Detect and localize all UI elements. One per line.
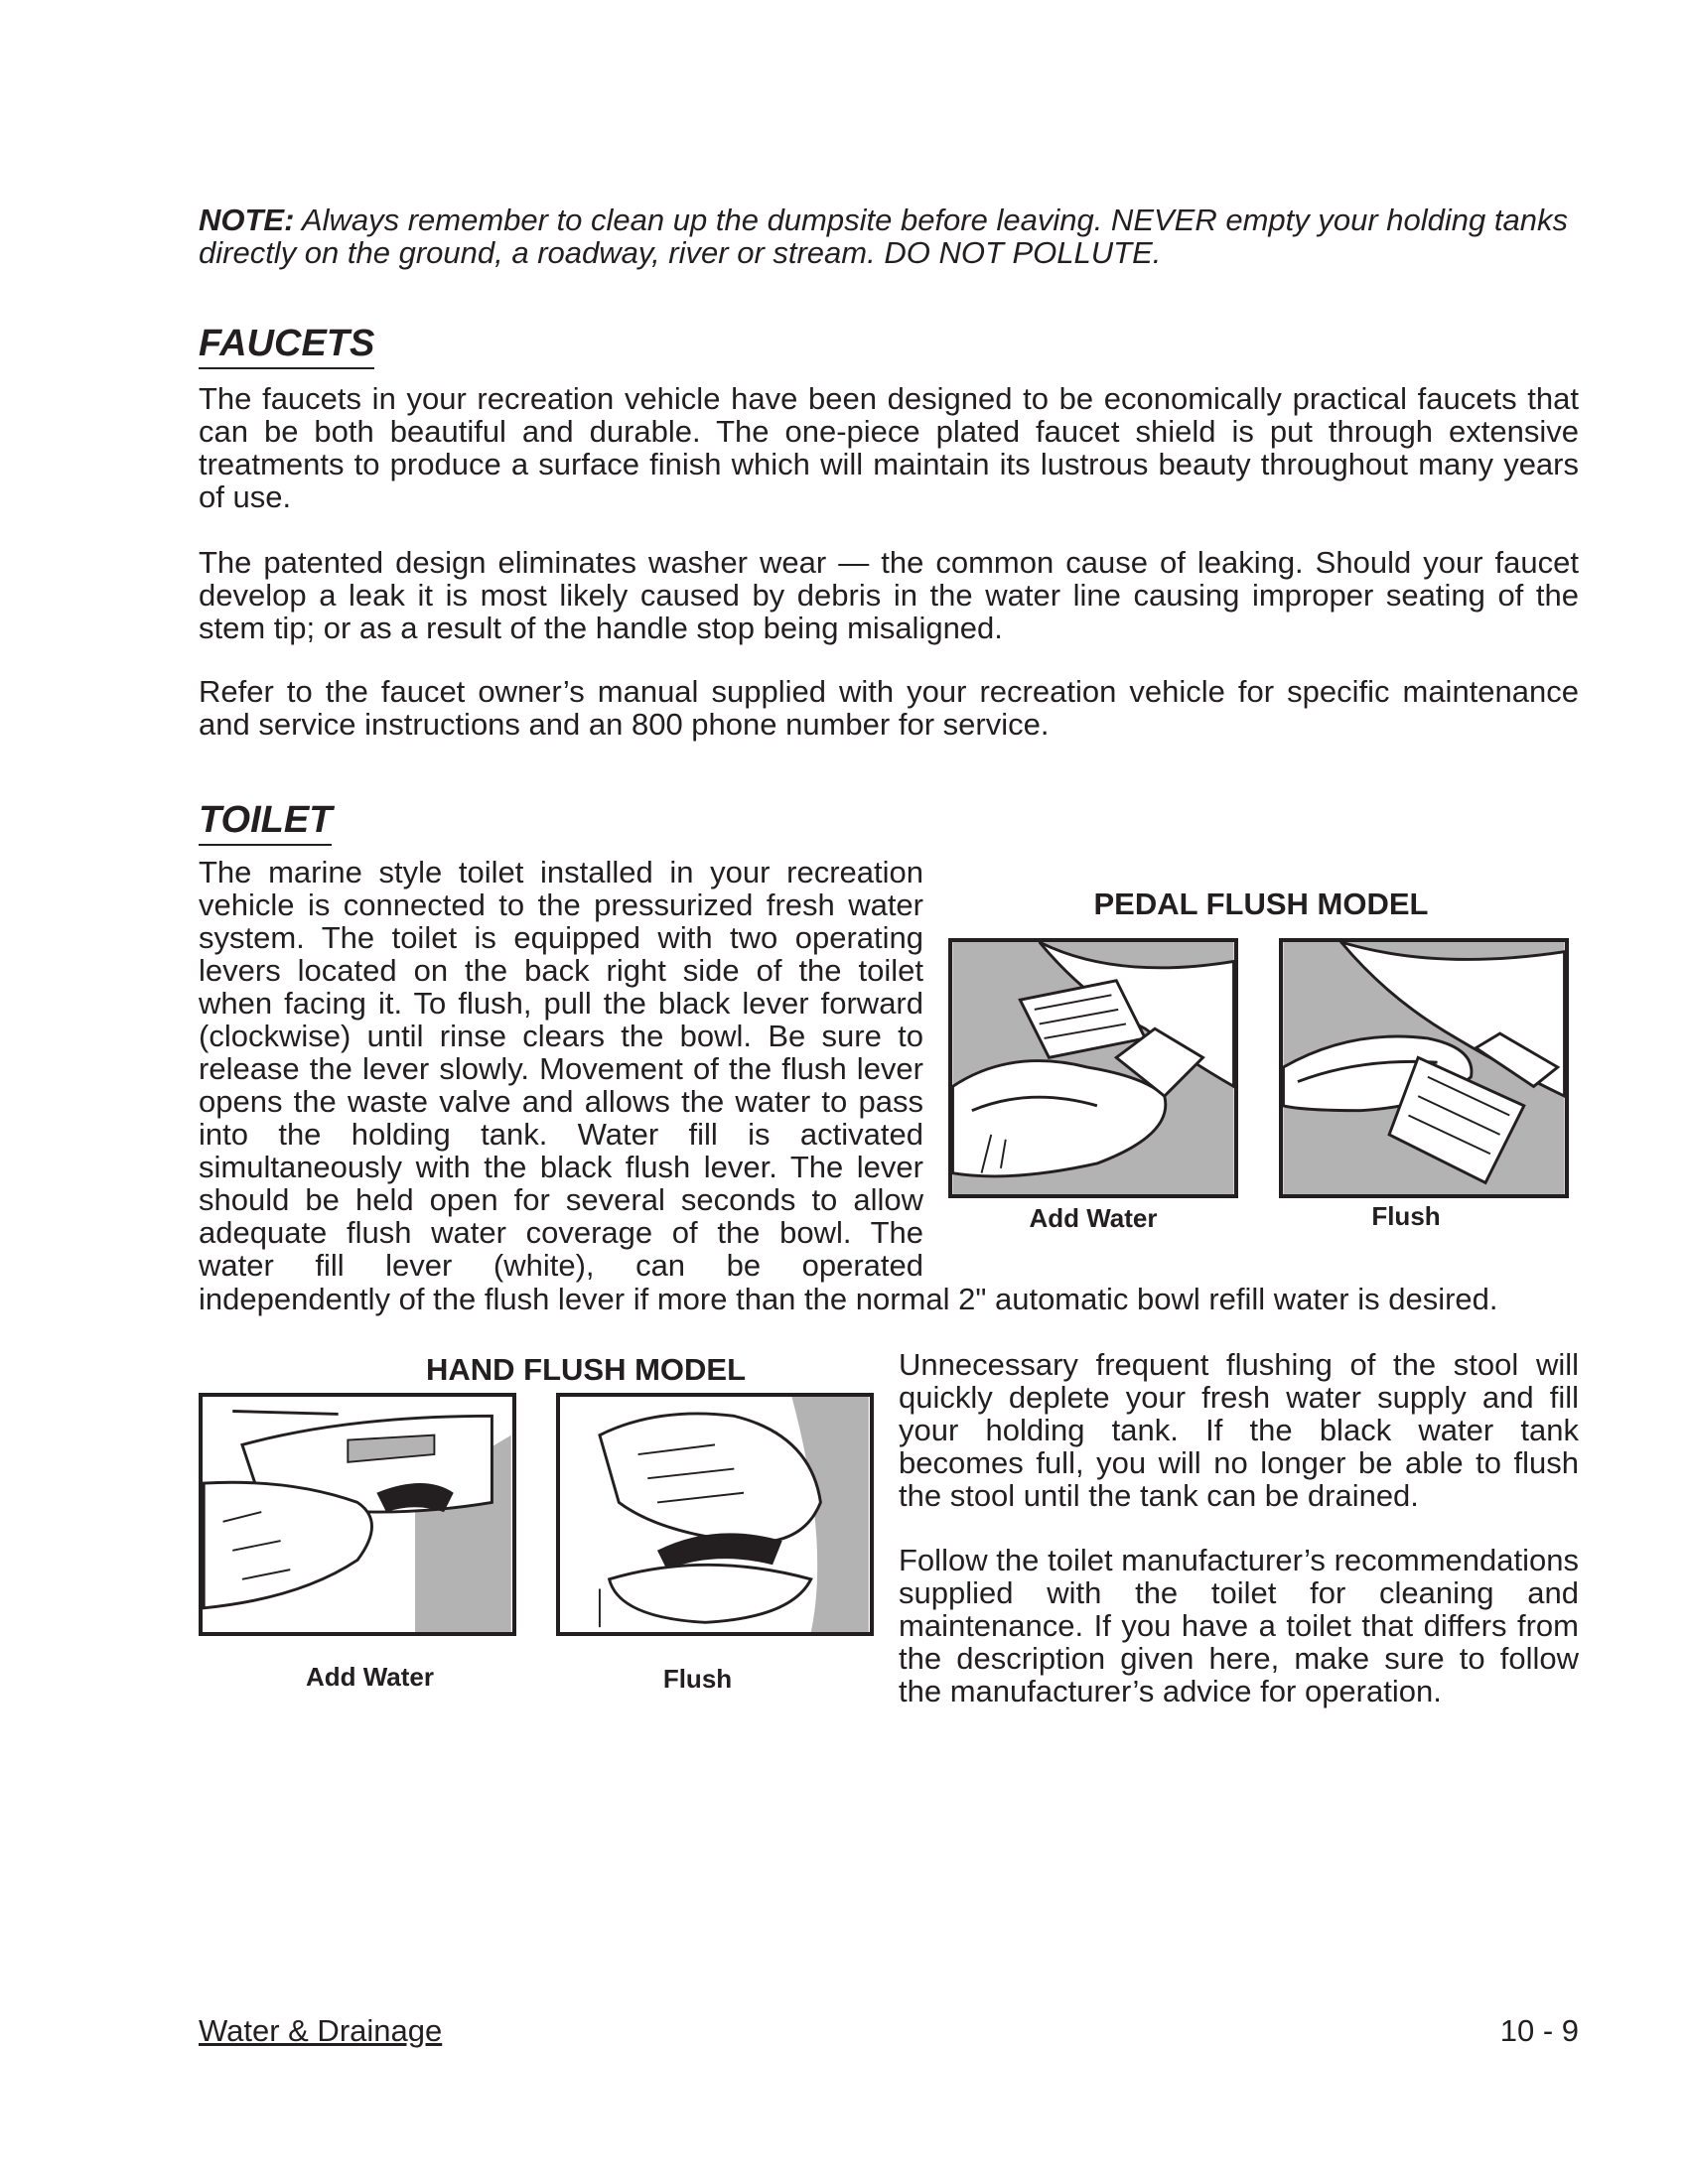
toilet-intro-last-line: independently of the flush lever if more than the normal 2" automatic bowl refill water is desired. <box>199 1282 1498 1316</box>
toilet-intro-paragraph: The marine style toilet installed in your recreation vehicle is connected to the pressurized fresh water system. The toilet is equipped with two operating levers located on the back right side of the toilet when facing it. To flush, pull the black lever forward (clockwise) until rinse clears the bowl. Be sure to release the lever slowly. Movement of the flush lever opens the waste valve and allows the water to pass into the holding tank. Water fill is activated simultaneously with the black flush lever. The lever should be held open for several seconds to allow adequate flush water coverage of the bowl. The water fill lever (white), can be operated <box>199 855 923 1283</box>
hand-add-water-figure <box>199 1393 516 1636</box>
faucets-paragraph-2: The patented design eliminates washer wear — the common cause of leaking. Should your faucet develop a leak it is most likely caused by debris in the water line causing improper seating of the stem tip; or as a result of the handle stop being misaligned. <box>199 545 1579 645</box>
hand-flush-caption: Flush <box>662 1664 733 1694</box>
pedal-flush-figure <box>1279 938 1569 1198</box>
hand-add-water-caption: Add Water <box>305 1662 435 1692</box>
note-paragraph <box>199 204 1579 269</box>
note-label: NOTE: <box>199 203 295 237</box>
hand-add-water-illustration <box>203 1397 512 1632</box>
footer-section-title: Water & Drainage <box>199 2013 443 2048</box>
pedal-add-water-caption: Add Water <box>1029 1203 1158 1233</box>
toilet-paragraph-flushing: Unnecessary frequent flushing of the stool will quickly deplete your fresh water supply and fill your holding tank. If the black water tank becomes full, you will no longer be able to flush the stool until the tank can be drained. <box>899 1347 1579 1513</box>
pedal-add-water-illustration <box>952 942 1234 1194</box>
faucets-paragraph-1: The faucets in your recreation vehicle have been designed to be economically practical faucets that can be both beautiful and durable. The one-piece plated faucet shield is put through extensive treatments to produce a surface finish which will maintain its lustrous beauty throughout many years of use. <box>199 381 1579 514</box>
pedal-flush-title: PEDAL FLUSH MODEL <box>1093 887 1429 921</box>
faucets-paragraph-3: Refer to the faucet owner’s manual supplied with your recreation vehicle for specific maintenance and service instructions and an 800 phone number for service. <box>199 674 1579 742</box>
faucets-heading: FAUCETS <box>199 323 374 369</box>
note-text: Always remember to clean up the dumpsite before leaving. NEVER empty your holding tanks directly on the ground, a roadway, river or stream. DO NOT POLLUTE. <box>199 203 1568 270</box>
hand-flush-title: HAND FLUSH MODEL <box>425 1352 747 1387</box>
pedal-flush-illustration <box>1283 942 1565 1194</box>
toilet-heading: TOILET <box>199 799 332 846</box>
pedal-flush-caption: Flush <box>1371 1201 1441 1231</box>
hand-flush-figure <box>556 1393 874 1636</box>
footer-page-number: 10 - 9 <box>1499 2013 1579 2048</box>
pedal-add-water-figure <box>948 938 1238 1198</box>
toilet-paragraph-manufacturer: Follow the toilet manufacturer’s recommendations supplied with the toilet for cleaning and maintenance. If you have a toilet that differs from the description given here, make sure to follow the manufacturer’s advice for operation. <box>899 1543 1579 1708</box>
hand-flush-illustration <box>560 1397 870 1632</box>
